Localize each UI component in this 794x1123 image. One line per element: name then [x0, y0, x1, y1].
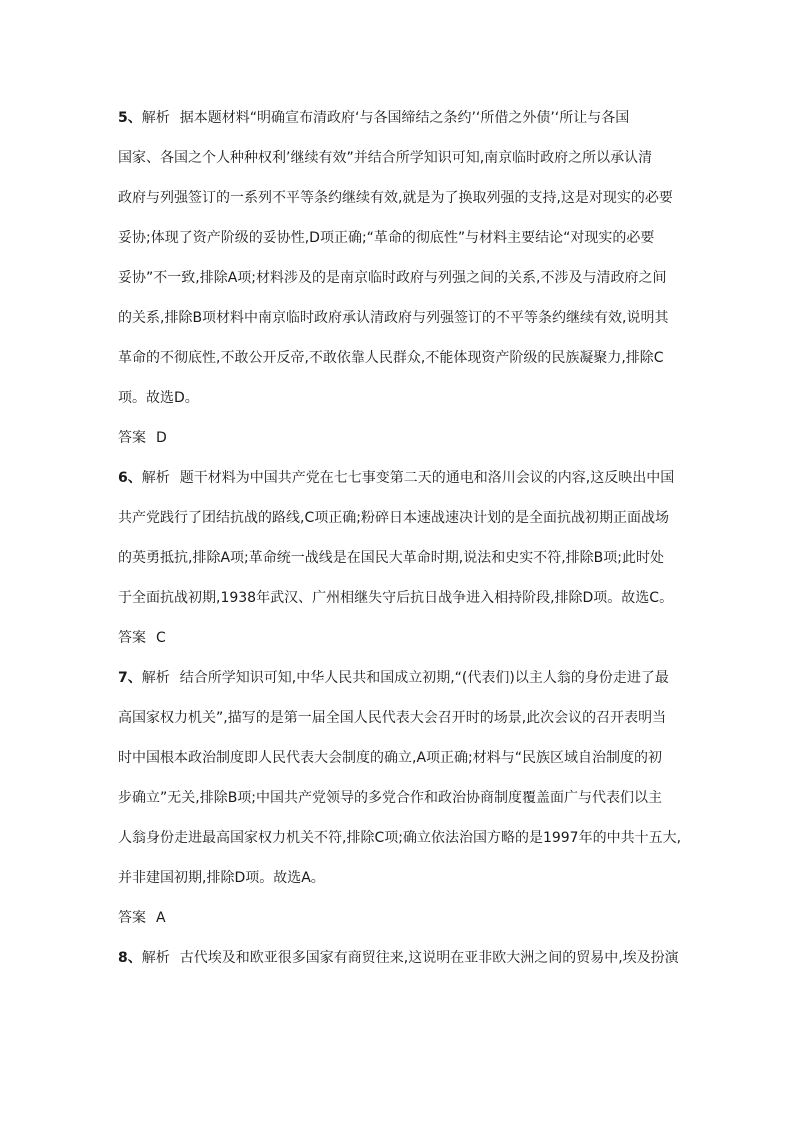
- question-number: 7、: [118, 670, 142, 686]
- explanation-label: 解析: [141, 470, 170, 486]
- question-8-explanation: [118, 944, 684, 972]
- explanation-line: 的关系,排除B项材料中南京临时政府承认清政府与列强签订的不平等条约继续有效,说明其: [118, 310, 669, 326]
- explanation-line: [118, 944, 684, 972]
- question-7-explanation: [118, 664, 684, 932]
- explanation-text: 题干材料为中国共产党在七七事变第二天的通电和洛川会议的内容,这反映出中国: [179, 470, 675, 486]
- explanation-line: 于全面抗战初期,1938年武汉、广州相继失守后抗日战争进入相持阶段,排除D项。故选C。: [118, 590, 674, 606]
- answer-label: 答案: [118, 430, 146, 446]
- explanation-label: 解析: [141, 110, 170, 126]
- answer-row: [118, 904, 684, 932]
- explanation-line: 时中国根本政治制度即人民代表大会制度的确立,A项正确;材料与“民族区域自治制度的初: [118, 750, 662, 766]
- explanation-line: 革命的不彻底性,不敢公开反帝,不敢依靠人民群众,不能体现资产阶级的民族凝聚力,排除C: [118, 350, 664, 366]
- explanation-line: [118, 664, 684, 692]
- explanation-line: [118, 104, 684, 132]
- question-5-explanation: [118, 104, 684, 452]
- explanation-label: 解析: [141, 950, 170, 966]
- explanation-line: 步确立”无关,排除B项;中国共产党领导的多党合作和政治协商制度覆盖面广与代表们以主: [118, 790, 663, 806]
- answer-label: 答案: [118, 910, 146, 926]
- explanation-text: 古代埃及和欧亚很多国家有商贸往来,这说明在亚非欧大洲之间的贸易中,埃及扮演: [179, 950, 679, 966]
- question-6-explanation: [118, 464, 684, 652]
- explanation-line: 妥协”不一致,排除A项;材料涉及的是南京临时政府与列强之间的关系,不涉及与清政府之间: [118, 270, 667, 286]
- question-number: 6、: [118, 470, 142, 486]
- explanation-line: 并非建国初期,排除D项。故选A。: [118, 870, 325, 886]
- explanation-text: 据本题材料“明确宣布清政府‘与各国缔结之条约’‘所借之外债’‘所让与各国: [179, 110, 630, 126]
- answer-row: [118, 624, 684, 652]
- question-number: 5、: [118, 110, 142, 126]
- explanation-line: 国家、各国之个人种种权利’继续有效”并结合所学知识可知,南京临时政府之所以承认清: [118, 150, 653, 166]
- explanation-text: 结合所学知识可知,中华人民共和国成立初期,“(代表们)以主人翁的身份走进了最: [179, 670, 669, 686]
- answer-value: A: [156, 910, 166, 926]
- explanation-line: 人翁身份走进最高国家权力机关不符,排除C项;确立依法治国方略的是1997年的中共十五大,: [118, 830, 682, 846]
- explanation-line: 共产党践行了团结抗战的路线,C项正确;粉碎日本速战速决计划的是全面抗战初期正面战场: [118, 510, 669, 526]
- explanation-line: 妥协;体现了资产阶级的妥协性,D项正确;“革命的彻底性”与材料主要结论“对现实的必要: [118, 230, 655, 246]
- answer-label: 答案: [118, 630, 146, 646]
- question-number: 8、: [118, 950, 142, 966]
- explanation-line: 项。故选D。: [118, 390, 199, 406]
- document-page: [118, 104, 684, 984]
- explanation-line: [118, 464, 684, 492]
- explanation-line: 的英勇抵抗,排除A项;革命统一战线是在国民大革命时期,说法和史实不符,排除B项;此时处: [118, 550, 664, 566]
- explanation-label: 解析: [141, 670, 170, 686]
- answer-value: C: [156, 630, 166, 646]
- explanation-line: 政府与列强签订的一系列不平等条约继续有效,就是为了换取列强的支持,这是对现实的必要: [118, 190, 673, 206]
- answer-row: [118, 424, 684, 452]
- explanation-line: 高国家权力机关”,描写的是第一届全国人民代表大会召开时的场景,此次会议的召开表明当: [118, 710, 667, 726]
- answer-value: D: [156, 430, 167, 446]
